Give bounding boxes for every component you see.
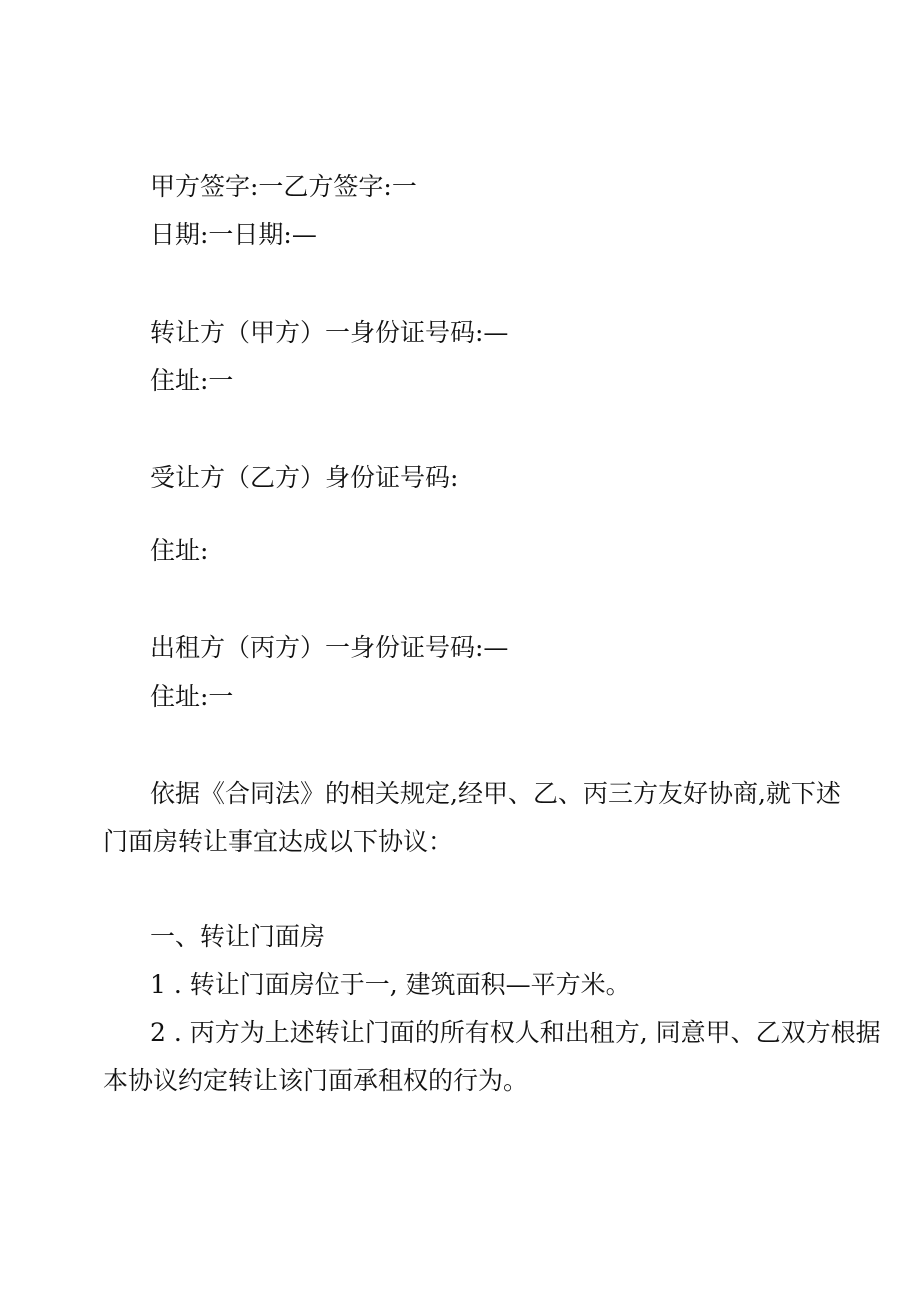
transferor-address: 住址:一 (150, 366, 234, 395)
clause-2-line-2: 本协议约定转让该门面承租权的行为。 (103, 1066, 529, 1095)
transferor-id-line: 转让方（甲方）一身份证号码:— (150, 318, 509, 347)
transferee-address: 住址: (150, 536, 209, 565)
clause-2-line-1: 2 . 丙方为上述转让门面的所有权人和出租方, 同意甲、乙双方根据 (150, 1018, 881, 1047)
date-line: 日期:一日期:— (150, 220, 317, 249)
transferee-id-line: 受让方（乙方）身份证号码: (150, 463, 459, 492)
signature-line: 甲方签字:一乙方签字:一 (150, 172, 417, 201)
preamble-line-1: 依据《合同法》的相关规定,经甲、乙、丙三方友好协商,就下述 (150, 779, 841, 808)
section-heading: 一、转让门面房 (150, 922, 326, 951)
lessor-id-line: 出租方（丙方）一身份证号码:— (150, 633, 509, 662)
clause-1: 1 . 转让门面房位于一, 建筑面积—平方米。 (150, 970, 631, 999)
preamble-line-2: 门面房转让事宜达成以下协议： (103, 827, 454, 856)
lessor-address: 住址:一 (150, 682, 234, 711)
